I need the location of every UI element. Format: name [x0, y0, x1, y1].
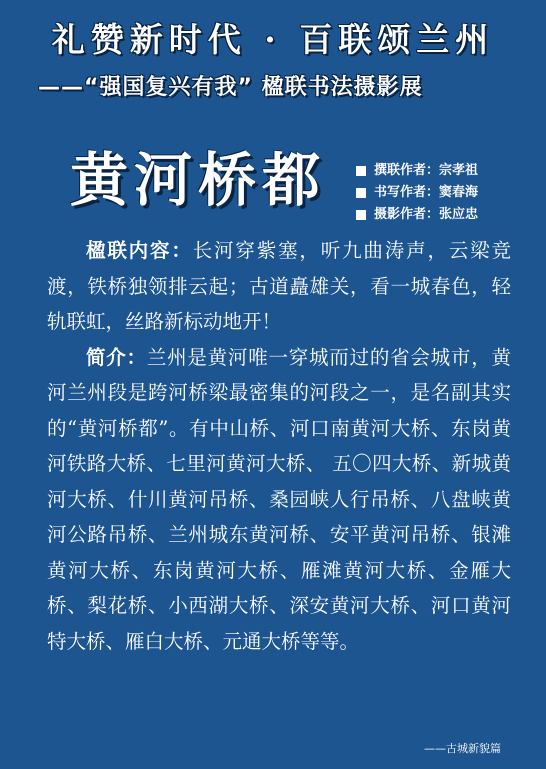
credit-label: 撰联作者：	[374, 163, 440, 178]
credit-row-photographer	[356, 204, 478, 226]
intro-label: 简介：	[86, 345, 147, 369]
credit-name: 窦春海	[439, 185, 479, 200]
couplet-paragraph	[47, 233, 511, 340]
couplet-content-label: 楹联内容：	[86, 239, 193, 262]
credit-label: 摄影作者：	[374, 207, 440, 222]
square-bullet-icon	[356, 210, 366, 220]
credit-row-author	[356, 160, 478, 182]
square-bullet-icon	[356, 188, 366, 198]
couplet-title: 黄河桥都	[70, 146, 327, 214]
credit-name: 张应忠	[439, 207, 479, 222]
section-signature: ——古城新貌篇	[424, 742, 501, 755]
couplet-content-text: 长河穿紫塞，听九曲涛声，云梁竞渡，铁桥独领排云起；古道矗雄关，看一城春色，轻轨联虹，丝路新标动地开！	[47, 239, 511, 333]
credit-row-calligrapher	[356, 182, 478, 204]
credit-name: 宗孝祖	[439, 163, 479, 178]
intro-paragraph	[47, 340, 511, 660]
credit-label: 书写作者：	[374, 185, 440, 200]
exhibition-title: 礼赞新时代 · 百联颂兰州	[51, 20, 495, 59]
exhibition-subtitle: ——“强国复兴有我” 楹联书法摄影展	[38, 75, 423, 100]
square-bullet-icon	[356, 166, 366, 176]
credits-list	[356, 160, 478, 226]
body-text	[47, 233, 511, 659]
intro-text: 兰州是黄河唯一穿城而过的省会城市，黄河兰州段是跨河桥梁最密集的河段之一，是名副其实的“黄河桥都”。有中山桥、河口南黄河大桥、东岗黄河铁路大桥、七里河黄河大桥、 五〇四大桥、新城黄河大桥、什川黄河吊桥、桑园峡人行吊桥、八盘峡黄河公路吊桥、兰州城东黄河桥、安平黄河吊桥、银滩黄河大桥、东岗黄河大桥、雁滩黄河大桥、金雁大桥、梨花桥、小西湖大桥、深安黄河大桥、河口黄河特大桥、雁白大桥、元通大桥等等。	[47, 345, 511, 653]
